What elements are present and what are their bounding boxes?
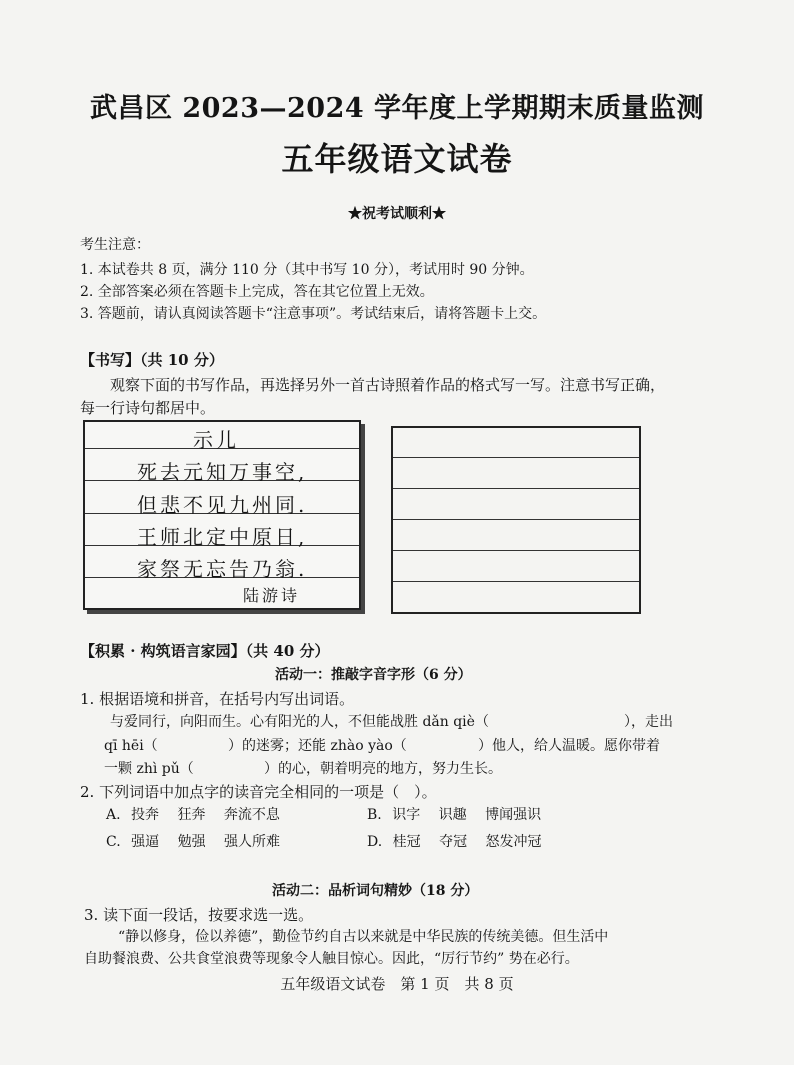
q1-line1-part-b: ），走出 [624,714,673,730]
section2-heading: 【积累 · 构筑语言家园】（共 40 分） [80,642,330,660]
option-b-word-3: 博闻强识 [485,807,542,823]
exam-title: 武昌区 2023—2024 学年度上学期期末质量监测 [89,93,705,124]
poem-line-4: 家祭无忘告乃翁. [137,557,308,581]
q1-line2-part-c: ）他人，给人温暖。愿你带着 [478,738,660,754]
q2-option-a[interactable] [106,804,280,824]
q1-stem: 1. 根据语境和拼音，在括号内写出词语。 [80,690,355,708]
grid-rule-line [393,457,639,458]
poem-title: 示儿 [193,428,239,452]
option-d-word-3: 怒发冲冠 [485,834,542,850]
page-footer: 五年级语文试卷 第 1 页 共 8 页 [280,975,514,993]
activity2-heading: 活动二：品析词句精妙（18 分） [272,883,479,899]
option-c-label: C. [106,834,121,850]
notice-item-2: 2. 全部答案必须在答题卡上完成，答在其它位置上无效。 [80,284,434,300]
notice-item-1: 1. 本试卷共 8 页，满分 110 分（其中书写 10 分），考试用时 90 分钟。 [80,262,534,278]
notice-item-3: 3. 答题前，请认真阅读答题卡“注意事项”。考试结束后，请将答题卡上交。 [80,306,547,322]
option-c-word-2: 勉强 [177,834,206,850]
q1-line1-part-a: 与爱同行，向阳而生。心有阳光的人，不但能战胜 dǎn qiè（ [110,714,489,730]
option-b-label: B. [367,807,382,823]
activity1-heading: 活动一：推敲字音字形（6 分） [275,667,472,683]
q2-option-c[interactable] [106,831,280,851]
option-b-word-1: 识字 [392,807,421,823]
option-d-word-2: 夺冠 [439,834,468,850]
option-a-word-3: 奔流不息 [223,807,280,823]
writing-instruction-2: 每一行诗句都居中。 [80,399,216,417]
option-d-word-1: 桂冠 [392,834,421,850]
q1-line2-part-a: qī hēi（ [104,738,158,754]
option-b-word-2: 识趣 [438,807,467,823]
q3-paragraph-line-2: 自助餐浪费、公共食堂浪费等现象令人触目惊心。因此，“厉行节约” 势在必行。 [84,951,579,967]
grid-rule-line [393,519,639,520]
option-a-word-2: 狂奔 [177,807,206,823]
exam-subtitle: 五年级语文试卷 [281,140,513,178]
q1-line3-part-b: ）的心，朝着明亮的地方，努力生长。 [264,761,502,777]
grid-rule-line [393,488,639,489]
writing-heading: 【书写】（共 10 分） [80,351,224,369]
option-c-word-3: 强人所难 [224,834,281,850]
option-c-word-1: 强逼 [131,834,160,850]
q2-stem: 2. 下列词语中加点字的读音完全相同的一项是（ ）。 [80,783,437,801]
q3-paragraph-line-1: “静以修身，俭以养德”，勤俭节约自古以来就是中华民族的传统美德。但生活中 [118,929,609,945]
q2-option-d[interactable] [367,831,542,851]
sample-calligraphy-poem [83,420,361,610]
q2-option-b[interactable] [367,804,541,824]
option-a-label: A. [106,807,121,823]
writing-instruction-1: 观察下面的书写作品，再选择另外一首古诗照着作品的格式写一写。注意书写正确， [110,376,666,394]
poem-author: 陆游诗 [243,586,301,605]
grid-rule-line [393,550,639,551]
notice-heading: 考生注意： [80,237,150,253]
q1-line2-part-b: ）的迷雾；还能 zhào yào（ [228,738,407,754]
poem-line-3: 王师北定中原日, [137,525,308,549]
good-luck-line: ★祝考试顺利★ [348,206,446,222]
grid-rule-line [393,581,639,582]
option-d-label: D. [367,834,383,850]
poem-line-2: 但悲不见九州同. [137,493,308,517]
q1-line3-part-a: 一颗 zhì pǔ（ [104,761,194,777]
poem-line-1: 死去元知万事空, [137,460,308,484]
q3-stem: 3. 读下面一段话，按要求选一选。 [84,906,314,924]
handwriting-answer-grid[interactable] [391,426,641,614]
option-a-word-1: 投奔 [131,807,160,823]
